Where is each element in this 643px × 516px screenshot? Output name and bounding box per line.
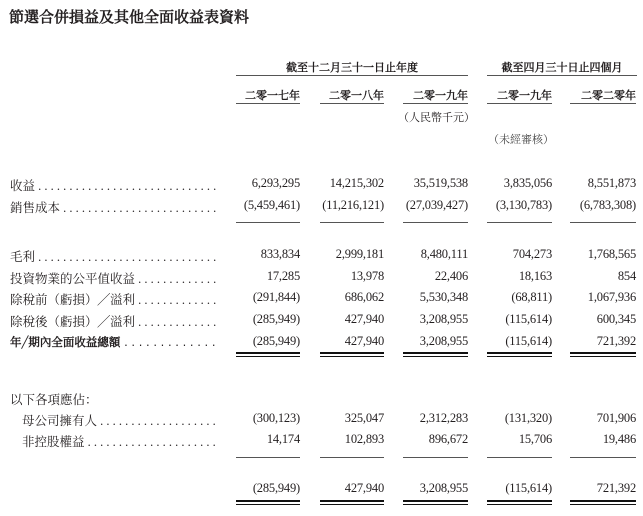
divider [320, 103, 384, 104]
cell: (115,614) [505, 334, 552, 348]
cell: 3,208,955 [419, 334, 468, 348]
cell: 18,163 [518, 269, 552, 283]
double-underline [320, 352, 384, 354]
row-label: 收益 . . . [10, 176, 216, 194]
double-underline [570, 500, 636, 502]
cell: 427,940 [344, 312, 384, 326]
cell: (68,811) [511, 290, 552, 304]
subtotal-line [403, 222, 468, 223]
subtotal-line [487, 457, 552, 458]
cell: 896,672 [428, 432, 468, 446]
group-header-four-months: 截至四月三十日止四個月 [501, 61, 623, 74]
cell: 14,215,302 [329, 176, 384, 190]
cell: 13,978 [350, 269, 384, 283]
year-header: 二零一九年 [497, 89, 552, 102]
row-label: 母公司擁有人 . . . [22, 411, 216, 429]
year-header: 二零一九年 [413, 89, 468, 102]
subtotal-line [487, 222, 552, 223]
divider [487, 103, 552, 104]
table-row [0, 176, 643, 194]
cell: 102,893 [344, 432, 384, 446]
cell: 686,062 [344, 290, 384, 304]
double-underline [403, 356, 468, 357]
cell: 721,392 [596, 334, 636, 348]
cell: 701,906 [596, 411, 636, 425]
double-underline [487, 500, 552, 502]
attributable-heading: 以下各項應佔： [10, 393, 98, 407]
cell: (6,783,308) [579, 198, 636, 212]
double-underline [403, 500, 468, 502]
cell: 721,392 [596, 481, 636, 495]
double-underline [236, 352, 300, 354]
subtotal-line [403, 457, 468, 458]
table-row [0, 432, 643, 450]
cell: (131,320) [504, 411, 552, 425]
row-label: 投資物業的公平值收益 . . . [10, 269, 216, 287]
table-row [0, 269, 643, 287]
cell: 3,208,955 [419, 481, 468, 495]
cell: 600,345 [596, 312, 636, 326]
attributable-heading-row [0, 390, 643, 408]
subtotal-line [236, 222, 300, 223]
double-underline [487, 352, 552, 354]
page-title: 節選合併損益及其他全面收益表資料 [9, 8, 250, 26]
cell: (3,130,783) [495, 198, 552, 212]
double-underline [487, 504, 552, 505]
divider [487, 75, 637, 76]
row-label: 非控股權益 . . . [22, 432, 216, 450]
row-label: 除稅前（虧損）╱溢利 . . . [10, 290, 216, 308]
table-row [0, 290, 643, 308]
group-header-full-year: 截至十二月三十一日止年度 [286, 61, 418, 74]
subtotal-line [320, 222, 384, 223]
double-underline [403, 504, 468, 505]
row-label: 除稅後（虧損）╱溢利 . . . [10, 312, 216, 330]
cell: 15,706 [518, 432, 552, 446]
cell: 2,999,181 [335, 247, 384, 261]
cell: 427,940 [344, 481, 384, 495]
cell: 325,047 [344, 411, 384, 425]
unaudited-note: （未經審核） [488, 133, 554, 146]
divider [236, 103, 300, 104]
table-row [0, 312, 643, 330]
divider [570, 103, 636, 104]
cell: (11,216,121) [322, 198, 384, 212]
row-label: 銷售成本 . . . [10, 198, 216, 216]
cell: 19,486 [602, 432, 636, 446]
year-header: 二零一八年 [329, 89, 384, 102]
cell: 833,834 [260, 247, 300, 261]
row-label: 毛利 . . . [10, 247, 216, 265]
cell: (115,614) [505, 481, 552, 495]
table-row-grand-total [0, 481, 643, 499]
cell: (27,039,427) [405, 198, 468, 212]
double-underline [236, 504, 300, 505]
cell: 35,519,538 [413, 176, 468, 190]
cell: 14,174 [266, 432, 300, 446]
double-underline [403, 352, 468, 354]
cell: 8,480,111 [420, 247, 468, 261]
cell: (291,844) [252, 290, 300, 304]
cell: 8,551,873 [587, 176, 636, 190]
cell: 427,940 [344, 334, 384, 348]
double-underline [320, 500, 384, 502]
cell: 704,273 [512, 247, 552, 261]
double-underline [570, 352, 636, 354]
subtotal-line [320, 457, 384, 458]
cell: (285,949) [252, 334, 300, 348]
cell: 17,285 [266, 269, 300, 283]
cell: 3,835,056 [503, 176, 552, 190]
subtotal-line [570, 457, 636, 458]
year-header: 二零二零年 [581, 89, 636, 102]
double-underline [236, 500, 300, 502]
cell: (285,949) [252, 312, 300, 326]
year-header: 二零一七年 [245, 89, 300, 102]
cell: 2,312,283 [419, 411, 468, 425]
cell: 3,208,955 [419, 312, 468, 326]
table-row [0, 411, 643, 429]
divider [403, 103, 468, 104]
subtotal-line [236, 457, 300, 458]
currency-note: （人民幣千元） [398, 111, 475, 124]
double-underline [236, 356, 300, 357]
table-row [0, 198, 643, 216]
double-underline [487, 356, 552, 357]
cell: (285,949) [252, 481, 300, 495]
double-underline [320, 356, 384, 357]
row-label: 年╱期內全面收益總額 . . . [10, 334, 216, 350]
cell: 1,768,565 [587, 247, 636, 261]
cell: 1,067,936 [587, 290, 636, 304]
divider [236, 75, 468, 76]
double-underline [320, 504, 384, 505]
cell: (5,459,461) [243, 198, 300, 212]
cell: (115,614) [505, 312, 552, 326]
cell: (300,123) [252, 411, 300, 425]
double-underline [570, 356, 636, 357]
cell: 6,293,295 [251, 176, 300, 190]
cell: 854 [617, 269, 636, 283]
cell: 5,530,348 [419, 290, 468, 304]
table-row [0, 247, 643, 265]
cell: 22,406 [434, 269, 468, 283]
double-underline [570, 504, 636, 505]
subtotal-line [570, 222, 636, 223]
table-row-total [0, 334, 643, 352]
